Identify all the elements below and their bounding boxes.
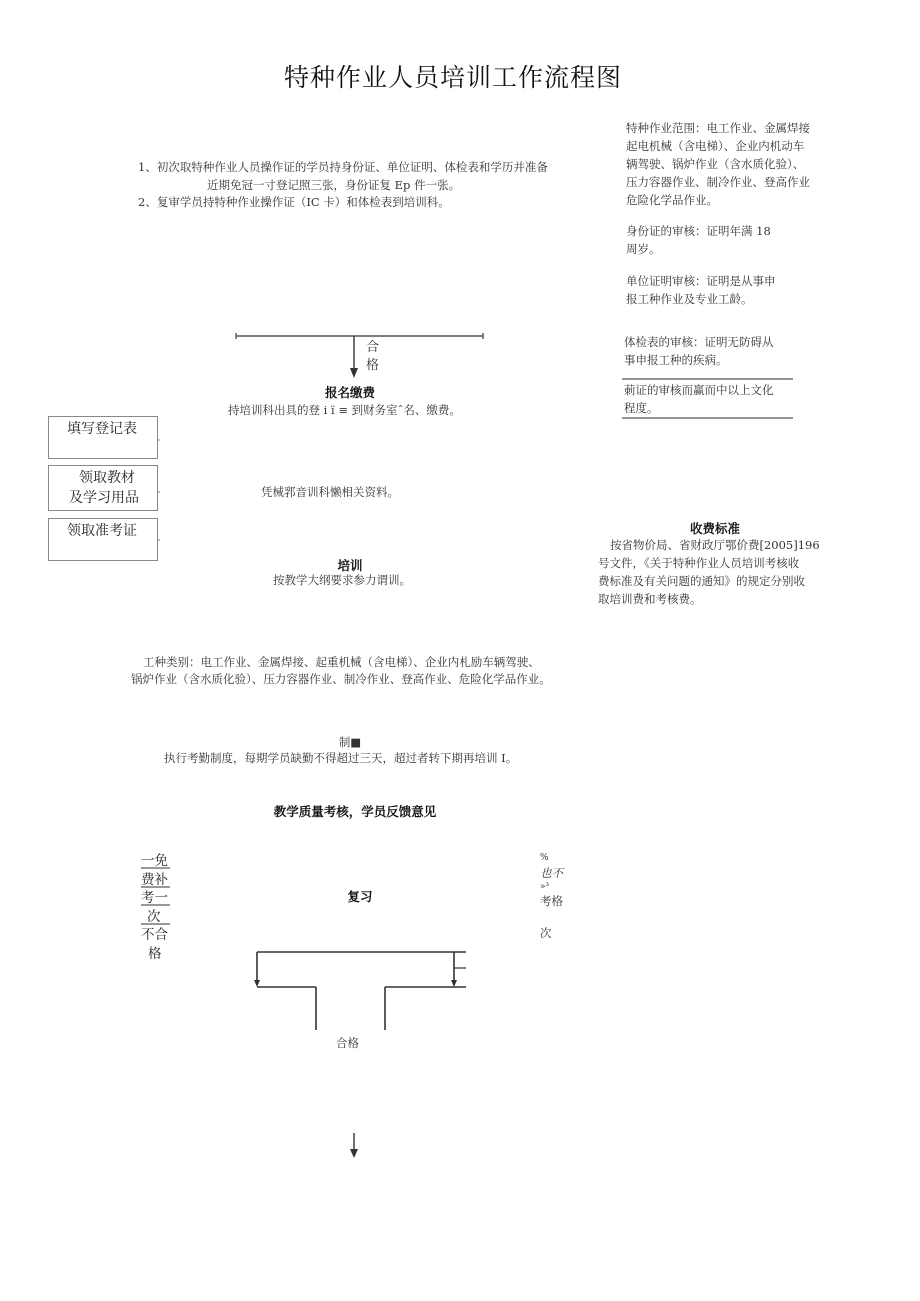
- scope-line: 起电机械（含电梯）、企业内机动车: [626, 139, 805, 153]
- free-retest-4: 次: [147, 908, 161, 925]
- step1-line1: 1、初次取特种作业人员操作证的学员持身份证、单位证明、体检表和学历并准备: [138, 160, 548, 174]
- job-types-line1: 工种类别：电工作业、金属焊接、起重机械（含电梯）、企业内札励车辆驾驶、: [143, 655, 540, 669]
- scope-line: 压力容器作业、制冷作业、登高作业: [626, 175, 810, 189]
- free-retest-1: 一免: [141, 853, 168, 869]
- system-text: 执行考勤制度，每期学员缺勤不得超过三天，超过者转下期再培训 I。: [164, 751, 518, 765]
- edu-check-line: 莿证的审核而赢而中以上文化: [624, 383, 774, 397]
- edu-check-note: [624, 381, 774, 417]
- fail-retest-3: »³: [540, 882, 550, 892]
- box-label-1: 领取教材: [79, 470, 135, 486]
- fail-retest-5: 次: [540, 926, 552, 940]
- fill-registration-box: [48, 416, 158, 459]
- unit-check-line: 单位证明审核：证明是从事申: [626, 274, 776, 288]
- fail-retest-1: %: [540, 853, 549, 863]
- materials-text: 凭械郛音训科懒相关资料。: [261, 485, 399, 499]
- scope-line: 危险化学品作业。: [626, 193, 718, 207]
- fee-heading: 收费标准: [689, 521, 740, 536]
- free-retest-3: 考一: [141, 890, 168, 906]
- step1-line2: 近期免冠一寸登记照三张，身份证复 Ep 件一张。: [207, 178, 461, 192]
- system-heading: 制■: [338, 735, 362, 749]
- page-title: 特种作业人员培训工作流程图: [283, 63, 622, 92]
- fee-line: 号文件，《关于特种作业人员培训考核收: [598, 556, 800, 570]
- id-check-line: 身份证的审核：证明年满 18: [626, 224, 771, 238]
- unit-check-note: [626, 272, 776, 308]
- fail-retest-4: 考格: [540, 894, 563, 908]
- scope-line: 辆驾驶、锅炉作业（含水质化验）、: [626, 157, 805, 171]
- unit-check-line: 报工种作业及专业工龄。: [626, 292, 753, 306]
- get-admission-box: [48, 518, 158, 561]
- fee-text: [598, 536, 838, 608]
- register-text: 持培训科出具的登 i ï ≡ 到财务室ˆ名、缴费。: [228, 403, 461, 417]
- fee-line: 按省物价局、省财政厅鄂价费[2005]196: [610, 538, 820, 552]
- box-label: 填写登记表: [67, 421, 137, 437]
- id-check-line: 周岁。: [626, 242, 661, 256]
- free-retest-2: 费补: [141, 871, 168, 888]
- fail-retest-label: [540, 852, 563, 942]
- training-text: 按教学大纲要求参力谓训。: [273, 573, 411, 587]
- fail-retest-2: 也不: [540, 866, 563, 880]
- free-retest-5: 不合: [141, 927, 168, 943]
- scope-note: [626, 119, 836, 209]
- edu-check-line: 程度。: [624, 401, 659, 415]
- job-types-line2: 锅炉作业（含水质化验）、压力容器作业、制冷作业、登高作业、危险化学品作业。: [131, 672, 551, 686]
- medical-check-line: 事申报工种的疾病。: [624, 353, 728, 367]
- id-check-note: [626, 222, 771, 258]
- quality-heading: 教学质量考核，学员反馈意见: [273, 804, 437, 819]
- fee-line: 费标准及有关问题的通知》的规定分别收: [598, 574, 805, 588]
- review-label: 复习: [347, 889, 373, 904]
- medical-check-note: [624, 333, 774, 369]
- free-retest-label: [141, 852, 175, 962]
- training-heading: 培训: [337, 558, 363, 573]
- qualified-bottom: 合格: [336, 1036, 359, 1050]
- free-retest-6: 格: [148, 945, 162, 962]
- box-label-2: 及学习用品: [69, 490, 139, 506]
- box-label: 领取准考证: [67, 523, 137, 539]
- step1-line3: 2、复审学员持特种作业操作证（IC 卡）和体检表到培训科。: [138, 195, 450, 209]
- scope-line: 特种作业范围：电工作业、金属焊接: [626, 121, 810, 135]
- qualified-top-l2: 格: [366, 358, 380, 373]
- fee-line: 取培训费和考核费。: [598, 592, 702, 606]
- register-heading: 报名缴费: [324, 385, 375, 400]
- medical-check-line: 体检表的审核：证明无防碍从: [624, 335, 774, 349]
- qualified-top-l1: 合: [366, 340, 380, 355]
- get-materials-box: [48, 465, 158, 511]
